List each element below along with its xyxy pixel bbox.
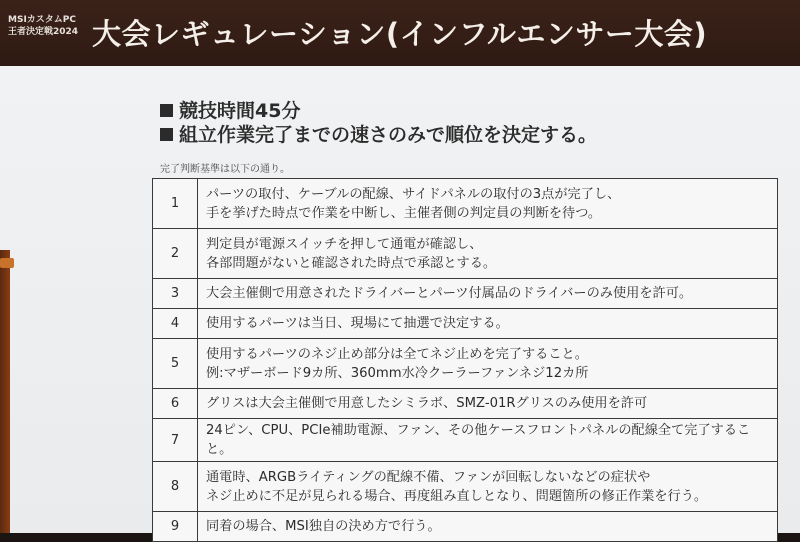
table-row — [153, 512, 778, 542]
bullet-square-icon — [160, 104, 173, 117]
event-logo-text — [8, 14, 78, 38]
row-text: 判定員が電源スイッチを押して通電が確認し、 各部問題がないと確認された時点で承認とする。 — [198, 229, 778, 279]
table-row — [153, 179, 778, 229]
bullet-square-icon — [160, 128, 173, 141]
stage-stand — [0, 250, 10, 533]
table-row — [153, 229, 778, 279]
row-number: 4 — [153, 309, 198, 339]
slide-title: 大会レギュレーション(インフルエンサー大会) — [92, 17, 708, 51]
row-number: 5 — [153, 339, 198, 389]
row-text: 大会主催側で用意されたドライバーとパーツ付属品のドライバーのみ使用を許可。 — [198, 279, 778, 309]
rule-time-limit — [160, 96, 300, 123]
row-text: グリスは大会主催側で用意したシミラボ、SMZ-01Rグリスのみ使用を許可 — [198, 389, 778, 419]
rule-text: 組立作業完了までの速さのみで順位を決定する。 — [179, 124, 598, 146]
table-row — [153, 279, 778, 309]
stand-bracket — [0, 258, 14, 268]
row-number: 8 — [153, 462, 198, 512]
row-text: パーツの取付、ケーブルの配線、サイドパネルの取付の3点が完了し、 手を挙げた時点で作業を中断し、主催者側の判定員の判断を待つ。 — [198, 179, 778, 229]
row-number: 7 — [153, 419, 198, 462]
row-text: 使用するパーツのネジ止め部分は全てネジ止めを完了すること。 例:マザーボード9カ所、360mm水冷クーラーファンネジ12カ所 — [198, 339, 778, 389]
row-number: 6 — [153, 389, 198, 419]
row-text: 同着の場合、MSI独自の決め方で行う。 — [198, 512, 778, 542]
row-text: 通電時、ARGBライティングの配線不備、ファンが回転しないなどの症状や ネジ止めに不足が見られる場合、再度組み直しとなり、問題箇所の修正作業を行う。 — [198, 462, 778, 512]
row-text: 使用するパーツは当日、現場にて抽選で決定する。 — [198, 309, 778, 339]
rule-text: 競技時間45分 — [179, 100, 301, 122]
table-row — [153, 389, 778, 419]
row-number: 2 — [153, 229, 198, 279]
brand-line-1: MSIカスタムPC — [8, 15, 76, 25]
row-text: 24ピン、CPU、PCIe補助電源、ファン、その他ケースフロントパネルの配線全て完了すること。 — [198, 419, 778, 462]
slide-header — [0, 0, 800, 66]
criteria-table — [152, 178, 778, 542]
row-number: 3 — [153, 279, 198, 309]
row-number: 1 — [153, 179, 198, 229]
rule-ranking — [160, 120, 597, 147]
table-row — [153, 462, 778, 512]
row-number: 9 — [153, 512, 198, 542]
criteria-note: 完了判断基準は以下の通り。 — [160, 164, 290, 175]
brand-line-2: 王者決定戦2024 — [8, 27, 79, 37]
table-row — [153, 309, 778, 339]
table-row — [153, 339, 778, 389]
table-row — [153, 419, 778, 462]
